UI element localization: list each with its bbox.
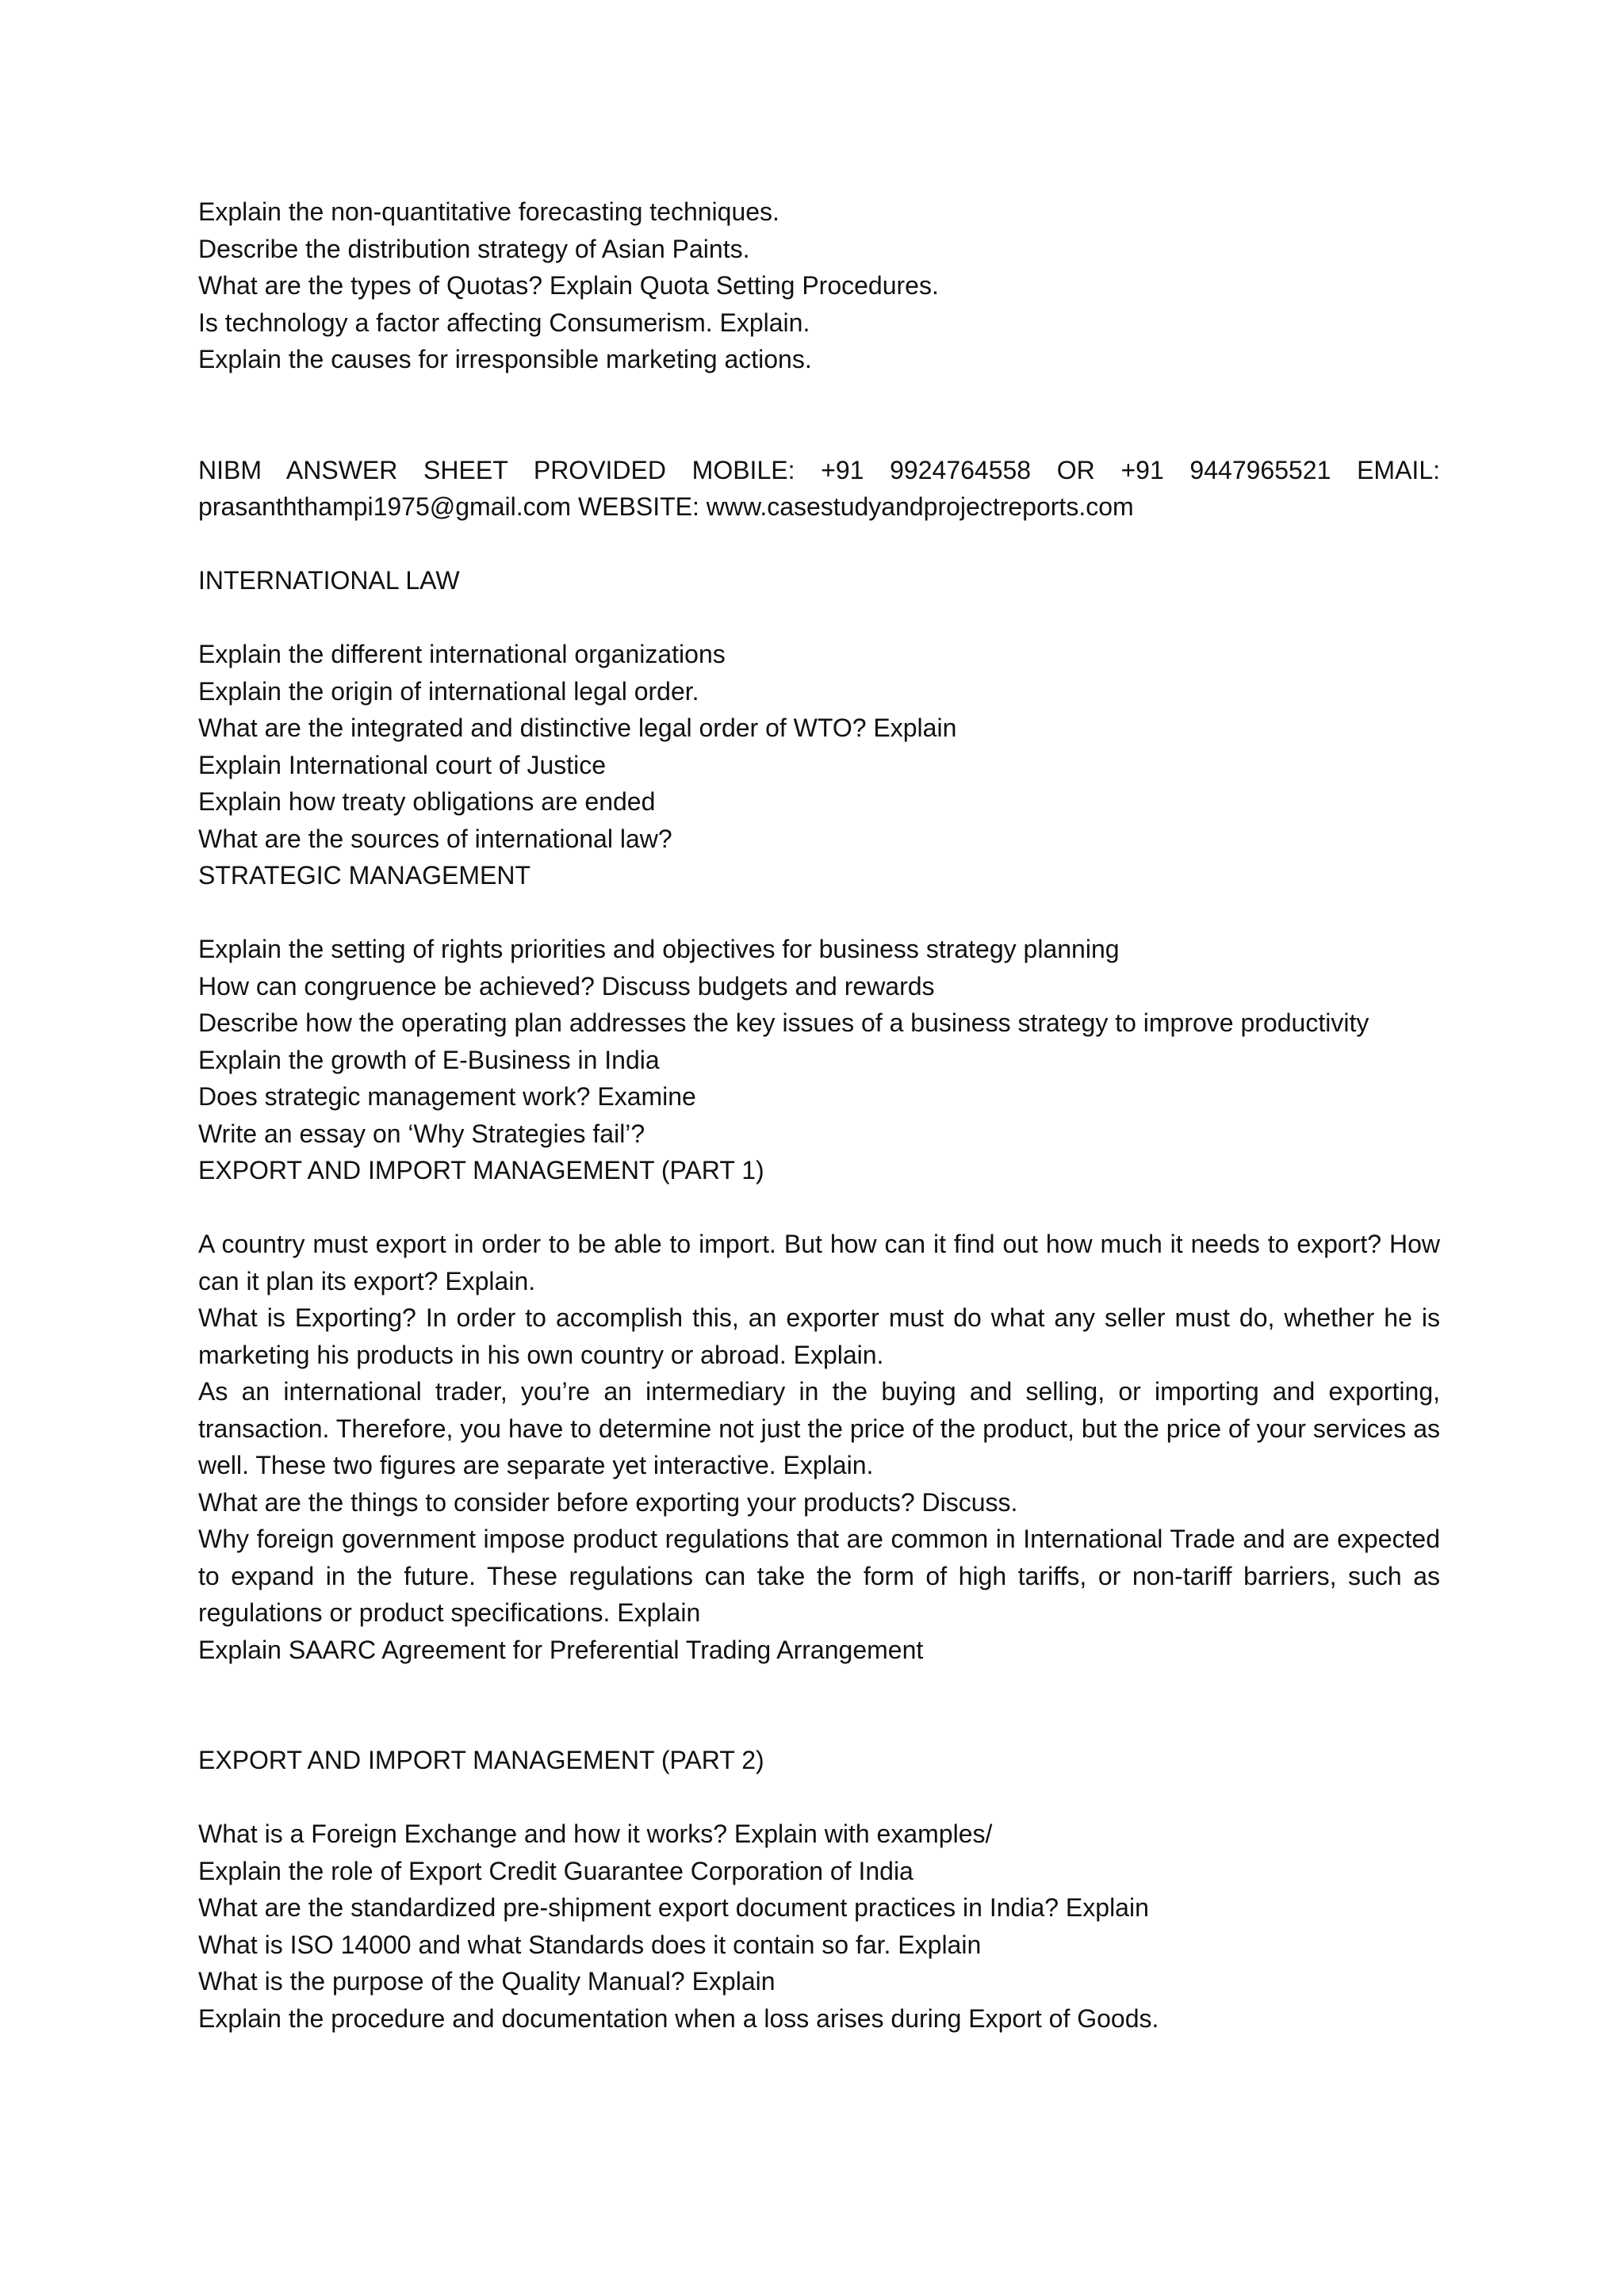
question-paragraph: Describe how the operating plan addresses the key issues of a business strategy to improve productivity [198, 1008, 1369, 1037]
question-line: What are the things to consider before exporting your products? Discuss. [198, 1487, 1018, 1517]
question-line: Explain International court of Justice [198, 750, 607, 779]
question-paragraph: A country must export in order to be able to import. But how can it find out how much it needs to export? How can it plan its export? Explain. [198, 1230, 1440, 1295]
question-line: Explain the setting of rights priorities and objectives for business strategy planning [198, 935, 1120, 963]
question-line: Explain the role of Export Credit Guarantee Corporation of India [198, 1856, 914, 1885]
question-paragraph: Why foreign government impose product regulations that are common in International Trade and are expected to expand in the future. These regulations can take the form of high tariffs, or non-tariff barriers, such as regulations or product specifications. Explain [198, 1525, 1440, 1627]
question-line: Explain the growth of E-Business in India [198, 1045, 660, 1074]
question-line: Write an essay on ‘Why Strategies fail’? [198, 1119, 645, 1148]
question-line: What is the purpose of the Quality Manual? Explain [198, 1967, 776, 1996]
question-line: What are the sources of international law? [198, 824, 672, 853]
question-line: What is ISO 14000 and what Standards does it contain so far. Explain [198, 1930, 982, 1959]
question-line: Explain the causes for irresponsible marketing actions. [198, 345, 812, 373]
question-line: Explain the procedure and documentation when a loss arises during Export of Goods. [198, 2003, 1159, 2033]
section-heading-strategic-management: STRATEGIC MANAGEMENT [198, 861, 530, 890]
question-line: What is a Foreign Exchange and how it works? Explain with examples/ [198, 1820, 993, 1848]
document-body [198, 193, 1440, 2037]
question-line: What are the types of Quotas? Explain Quota Setting Procedures. [198, 271, 939, 300]
question-line: How can congruence be achieved? Discuss budgets and rewards [198, 971, 935, 1001]
question-line: Explain how treaty obligations are ended [198, 787, 656, 816]
question-line: Describe the distribution strategy of Asian Paints. [198, 234, 750, 263]
section-heading-export-import-part-2: EXPORT AND IMPORT MANAGEMENT (PART 2) [198, 1746, 764, 1774]
question-line: Does strategic management work? Examine [198, 1082, 696, 1111]
section-heading-international-law: INTERNATIONAL LAW [198, 566, 460, 595]
question-line: Explain the different international organizations [198, 640, 726, 668]
contact-line-1: NIBM ANSWER SHEET PROVIDED MOBILE: +91 9924764558 OR +91 9447965521 EMAIL: [198, 455, 1440, 484]
question-paragraph: What is Exporting? In order to accomplish this, an exporter must do what any seller must do, whether he is marketing his products in his own country or abroad. Explain. [198, 1303, 1440, 1369]
question-line: What are the standardized pre-shipment export document practices in India? Explain [198, 1893, 1149, 1922]
question-line: Explain the non-quantitative forecasting techniques. [198, 197, 779, 226]
contact-line-2: prasanththampi1975@gmail.com WEBSITE: www.casestudyandprojectreports.com [198, 492, 1134, 521]
question-line: Explain SAARC Agreement for Preferential Trading Arrangement [198, 1635, 924, 1664]
question-line: Explain the origin of international legal order. [198, 676, 699, 706]
section-heading-export-import-part-1: EXPORT AND IMPORT MANAGEMENT (PART 1) [198, 1156, 764, 1184]
question-line: What are the integrated and distinctive legal order of WTO? Explain [198, 714, 957, 742]
question-paragraph: As an international trader, you’re an intermediary in the buying and selling, or importing and exporting, transaction. Therefore, you have to determine not just the price of the product, but the price of your services as well. These two figures are separate yet interactive. Explain. [198, 1377, 1440, 1479]
question-line: Is technology a factor affecting Consumerism. Explain. [198, 308, 810, 337]
